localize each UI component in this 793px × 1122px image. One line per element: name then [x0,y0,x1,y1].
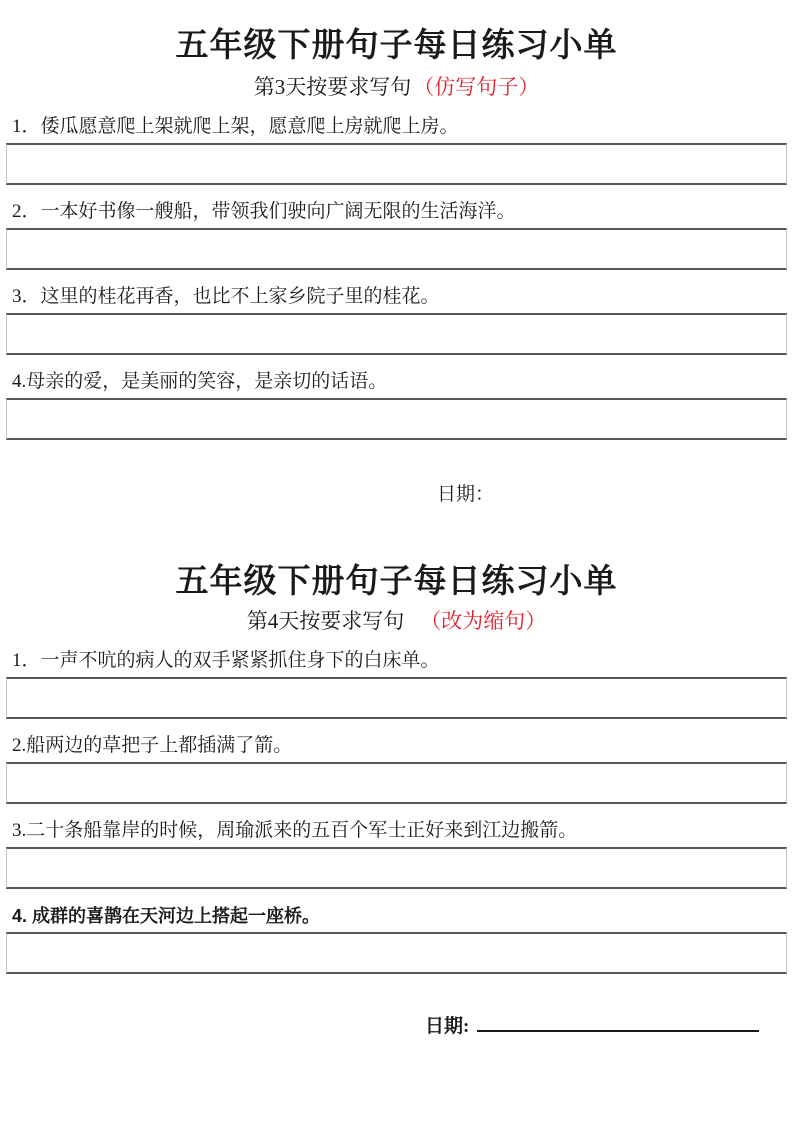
answer-box[interactable] [6,313,787,355]
answer-box[interactable] [6,847,787,889]
answer-box[interactable] [6,143,787,185]
date-label: 日期: [425,1016,470,1037]
question-block [0,818,793,889]
page-title: 五年级下册句子每日练习小单 [175,564,618,600]
question-block [0,903,793,974]
question-text: 4. 成群的喜鹊在天河边上搭起一座桥。 [12,906,321,926]
question-block [0,114,793,185]
question-text: 1．一声不吭的病人的双手紧紧抓住身下的白床单。 [12,650,440,671]
question-text: 1．倭瓜愿意爬上架就爬上架，愿意爬上房就爬上房。 [12,116,459,137]
page-title: 五年级下册句子每日练习小单 [175,28,618,64]
date-line [425,1012,793,1040]
question-list [0,114,793,440]
question-block [0,733,793,804]
task-type-label: （仿写句子） [413,75,540,99]
question-text: 3.二十条船靠岸的时候，周瑜派来的五百个军士正好来到江边搬箭。 [12,820,578,841]
answer-box[interactable] [6,677,787,719]
answer-box[interactable] [6,228,787,270]
question-text: 2.船两边的草把子上都插满了箭。 [12,735,293,756]
question-block [0,284,793,355]
worksheet-day4 [0,562,793,1040]
task-type-label: （改为缩句） [420,609,547,633]
answer-box[interactable] [6,398,787,440]
question-text: 4.母亲的爱，是美丽的笑容，是亲切的话语。 [12,371,388,392]
question-text: 2．一本好书像一艘船，带领我们驶向广阔无限的生活海洋。 [12,201,516,222]
answer-box[interactable] [6,932,787,974]
sheet-subtitle [0,608,793,634]
question-list [0,648,793,974]
question-block [0,648,793,719]
subtitle-text: 第4天按要求写句 [246,609,405,633]
worksheet-day3 [0,0,793,508]
question-block [0,199,793,270]
sheet-subtitle [0,74,793,100]
date-underline[interactable] [477,1012,759,1032]
question-text: 3．这里的桂花再香，也比不上家乡院子里的桂花。 [12,286,440,307]
question-block [0,369,793,440]
date-label: 日期： [437,484,495,505]
subtitle-text: 第3天按要求写句 [253,75,412,99]
date-line [437,482,793,508]
answer-box[interactable] [6,762,787,804]
